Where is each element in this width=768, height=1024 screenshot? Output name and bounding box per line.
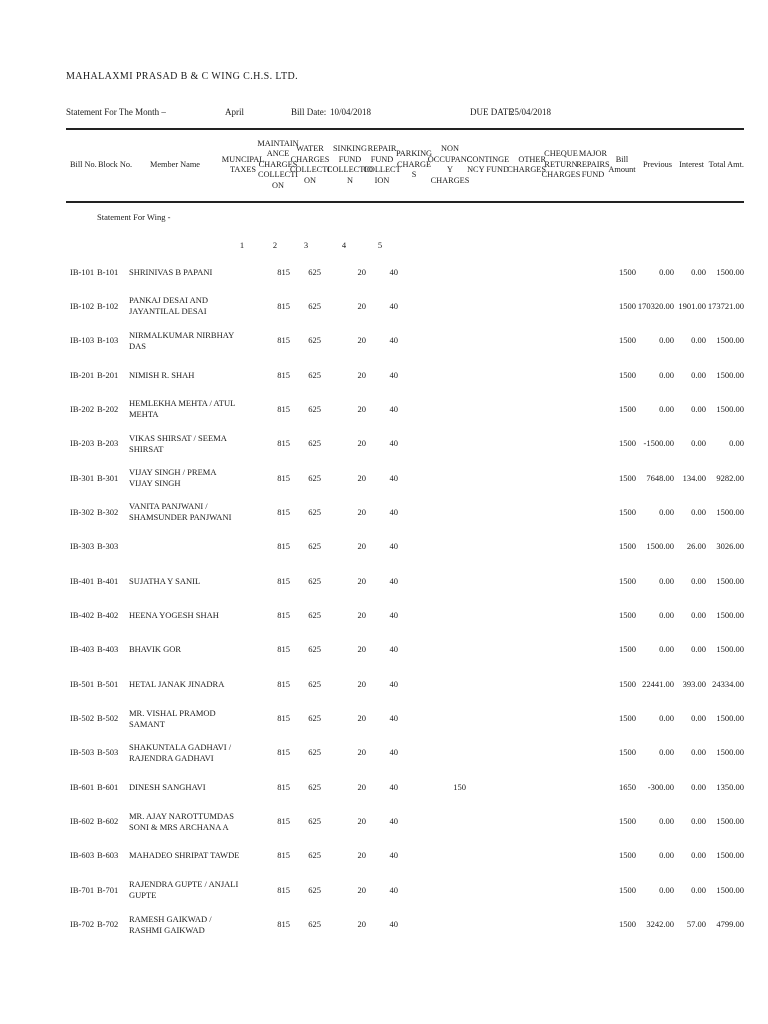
repair-fund-cell: 40 (389, 781, 398, 792)
bill-no-cell: IB-202 (70, 403, 95, 414)
water-charges-cell: 625 (308, 610, 321, 620)
water-charges-cell: 625 (308, 506, 321, 517)
col-header-interest: Interest (679, 159, 704, 169)
column-number: 5 (377, 240, 383, 250)
sinking-fund-cell: 20 (357, 610, 366, 620)
bill-no-cell: IB-501 (70, 678, 95, 689)
total-amt-cell: 9282.00 (716, 472, 744, 483)
due-date-label: DUE DATE (470, 107, 514, 117)
non-occupancy-cell (444, 702, 466, 736)
block-no-cell: B-602 (97, 816, 119, 827)
col-header-total-amt: Total Amt. (708, 159, 744, 169)
table-row (0, 564, 768, 598)
total-amt-cell: 1500.00 (716, 747, 744, 758)
interest-cell: 57.00 (686, 919, 706, 930)
col-header-non-occupancy: NON OCCUPANC Y CHARGES (427, 144, 473, 185)
water-charges-cell: 625 (308, 335, 321, 346)
previous-cell: 0.00 (659, 850, 674, 861)
block-no-cell: B-403 (97, 644, 119, 655)
maintenance-cell: 815 (277, 644, 290, 655)
total-amt-cell: 1500.00 (716, 884, 744, 895)
block-no-cell: B-101 (97, 266, 119, 277)
total-amt-cell: 173721.00 (707, 300, 744, 311)
total-amt-cell: 24334.00 (712, 678, 744, 689)
block-no-cell: B-203 (97, 438, 119, 449)
block-no-cell: B-503 (97, 747, 119, 758)
bill-no-cell: IB-402 (70, 610, 95, 620)
col-header-muncipal-taxes: MUNCIPAL TAXES (221, 154, 265, 174)
previous-cell: 170320.00 (637, 300, 674, 311)
bill-amount-cell: 1500 (619, 438, 636, 449)
total-amt-cell: 1500.00 (716, 610, 744, 620)
non-occupancy-cell (444, 392, 466, 426)
interest-cell: 0.00 (691, 816, 706, 827)
society-name: MAHALAXMI PRASAD B & C WING C.H.S. LTD. (66, 71, 299, 82)
repair-fund-cell: 40 (389, 541, 398, 552)
previous-cell: -1500.00 (643, 438, 674, 449)
sinking-fund-cell: 20 (357, 678, 366, 689)
table-row (0, 839, 768, 873)
water-charges-cell: 625 (308, 266, 321, 277)
maintenance-cell: 815 (277, 369, 290, 380)
table-row (0, 770, 768, 804)
sinking-fund-cell: 20 (357, 884, 366, 895)
repair-fund-cell: 40 (389, 747, 398, 758)
statement-month-label: Statement For The Month – (66, 107, 166, 117)
table-row (0, 324, 768, 358)
water-charges-cell: 625 (308, 472, 321, 483)
member-name-cell: VANITA PANJWANI / SHAMSUNDER PANJWANI (129, 501, 232, 523)
repair-fund-cell: 40 (389, 335, 398, 346)
member-name-cell: HETAL JANAK JINADRA (129, 678, 225, 689)
repair-fund-cell: 40 (389, 438, 398, 449)
previous-cell: 0.00 (659, 369, 674, 380)
block-no-cell: B-702 (97, 919, 119, 930)
maintenance-cell: 815 (277, 884, 290, 895)
block-no-cell: B-701 (97, 884, 119, 895)
table-row (0, 633, 768, 667)
bill-amount-cell: 1500 (619, 300, 636, 311)
block-no-cell: B-502 (97, 713, 119, 724)
non-occupancy-cell (444, 427, 466, 461)
non-occupancy-cell (444, 599, 466, 633)
column-number: 1 (239, 240, 245, 250)
sinking-fund-cell: 20 (357, 300, 366, 311)
repair-fund-cell: 40 (389, 610, 398, 620)
bill-amount-cell: 1500 (619, 541, 636, 552)
interest-cell: 0.00 (691, 506, 706, 517)
block-no-cell: B-601 (97, 781, 119, 792)
bill-no-cell: IB-601 (70, 781, 95, 792)
total-amt-cell: 1500.00 (716, 506, 744, 517)
block-no-cell: B-102 (97, 300, 119, 311)
repair-fund-cell: 40 (389, 266, 398, 277)
sinking-fund-cell: 20 (357, 644, 366, 655)
repair-fund-cell: 40 (389, 506, 398, 517)
block-no-cell: B-402 (97, 610, 119, 620)
table-row (0, 805, 768, 839)
interest-cell: 0.00 (691, 781, 706, 792)
table-row (0, 427, 768, 461)
member-name-cell: NIRMALKUMAR NIRBHAY DAS (129, 329, 234, 351)
block-no-cell: B-202 (97, 403, 119, 414)
bill-amount-cell: 1500 (619, 644, 636, 655)
block-no-cell: B-401 (97, 575, 119, 586)
water-charges-cell: 625 (308, 816, 321, 827)
water-charges-cell: 625 (308, 713, 321, 724)
sinking-fund-cell: 20 (357, 403, 366, 414)
previous-cell: 0.00 (659, 644, 674, 655)
previous-cell: 0.00 (659, 266, 674, 277)
table-row (0, 530, 768, 564)
bill-no-cell: IB-103 (70, 335, 95, 346)
total-amt-cell: 1500.00 (716, 403, 744, 414)
interest-cell: 0.00 (691, 335, 706, 346)
col-header-previous: Previous (642, 159, 672, 169)
sinking-fund-cell: 20 (357, 816, 366, 827)
statement-month: April (225, 107, 244, 117)
repair-fund-cell: 40 (389, 472, 398, 483)
non-occupancy-cell (444, 667, 466, 701)
water-charges-cell: 625 (308, 369, 321, 380)
bill-amount-cell: 1500 (619, 816, 636, 827)
table-row (0, 392, 768, 426)
col-header-member-name: Member Name (150, 159, 200, 169)
bill-amount-cell: 1500 (619, 850, 636, 861)
member-name-cell: SHAKUNTALA GADHAVI / RAJENDRA GADHAVI (129, 741, 232, 763)
bill-amount-cell: 1500 (619, 713, 636, 724)
maintenance-cell: 815 (277, 506, 290, 517)
non-occupancy-cell (444, 324, 466, 358)
total-amt-cell: 1500.00 (716, 369, 744, 380)
sinking-fund-cell: 20 (357, 781, 366, 792)
interest-cell: 0.00 (691, 644, 706, 655)
member-name-cell: SUJATHA Y SANIL (129, 575, 201, 586)
block-no-cell: B-301 (97, 472, 119, 483)
sinking-fund-cell: 20 (357, 747, 366, 758)
repair-fund-cell: 40 (389, 403, 398, 414)
member-name-cell: SHRINIVAS B PAPANI (129, 266, 213, 277)
table-row (0, 702, 768, 736)
previous-cell: 0.00 (659, 816, 674, 827)
sinking-fund-cell: 20 (357, 575, 366, 586)
maintenance-cell: 815 (277, 541, 290, 552)
maintenance-cell: 815 (277, 403, 290, 414)
maintenance-cell: 815 (277, 610, 290, 620)
bill-no-cell: IB-201 (70, 369, 95, 380)
water-charges-cell: 625 (308, 575, 321, 586)
previous-cell: 0.00 (659, 403, 674, 414)
member-name-cell: PANKAJ DESAI AND JAYANTILAL DESAI (129, 295, 209, 317)
table-row (0, 255, 768, 289)
previous-cell: 0.00 (659, 506, 674, 517)
bill-amount-cell: 1500 (619, 678, 636, 689)
maintenance-cell: 815 (277, 678, 290, 689)
total-amt-cell: 1500.00 (716, 575, 744, 586)
non-occupancy-cell (444, 564, 466, 598)
interest-cell: 0.00 (691, 369, 706, 380)
water-charges-cell: 625 (308, 438, 321, 449)
bill-date: 10/04/2018 (330, 107, 372, 117)
maintenance-cell: 815 (277, 472, 290, 483)
sinking-fund-cell: 20 (357, 850, 366, 861)
maintenance-cell: 815 (277, 850, 290, 861)
total-amt-cell: 1500.00 (716, 644, 744, 655)
maintenance-cell: 815 (277, 300, 290, 311)
col-header-maintenance: MAINTAIN ANCE CHARGES COLLECTI ON (257, 138, 299, 190)
non-occupancy-cell (444, 805, 466, 839)
non-occupancy-cell (444, 358, 466, 392)
repair-fund-cell: 40 (389, 300, 398, 311)
col-header-block-no: Block No. (98, 159, 133, 169)
non-occupancy-cell (444, 839, 466, 873)
previous-cell: 7648.00 (646, 472, 674, 483)
repair-fund-cell: 40 (389, 678, 398, 689)
bill-amount-cell: 1500 (619, 575, 636, 586)
non-occupancy-cell (444, 289, 466, 323)
bill-amount-cell: 1500 (619, 403, 636, 414)
previous-cell: 0.00 (659, 713, 674, 724)
interest-cell: 0.00 (691, 438, 706, 449)
sinking-fund-cell: 20 (357, 266, 366, 277)
previous-cell: 1500.00 (646, 541, 674, 552)
repair-fund-cell: 40 (389, 369, 398, 380)
water-charges-cell: 625 (308, 300, 321, 311)
block-no-cell: B-603 (97, 850, 119, 861)
water-charges-cell: 625 (308, 403, 321, 414)
member-name-cell: RAMESH GAIKWAD / RASHMI GAIKWAD (129, 913, 212, 935)
bill-amount-cell: 1500 (619, 335, 636, 346)
water-charges-cell: 625 (308, 644, 321, 655)
interest-cell: 0.00 (691, 884, 706, 895)
non-occupancy-cell: 150 (453, 781, 466, 792)
bill-amount-cell: 1650 (619, 781, 636, 792)
bill-no-cell: IB-303 (70, 541, 95, 552)
member-name-cell: VIKAS SHIRSAT / SEEMA SHIRSAT (129, 432, 227, 454)
member-name-cell: DINESH SANGHAVI (129, 781, 206, 792)
sinking-fund-cell: 20 (357, 369, 366, 380)
total-amt-cell: 1500.00 (716, 335, 744, 346)
table-row (0, 667, 768, 701)
bill-amount-cell: 1500 (619, 747, 636, 758)
block-no-cell: B-201 (97, 369, 119, 380)
sinking-fund-cell: 20 (357, 919, 366, 930)
interest-cell: 0.00 (691, 575, 706, 586)
bill-no-cell: IB-503 (70, 747, 95, 758)
total-amt-cell: 1500.00 (716, 713, 744, 724)
due-date: 25/04/2018 (510, 107, 552, 117)
bill-no-cell: IB-502 (70, 713, 95, 724)
sinking-fund-cell: 20 (357, 506, 366, 517)
member-name-cell: NIMISH R. SHAH (129, 369, 195, 380)
bill-date-label: Bill Date: (291, 107, 327, 117)
interest-cell: 26.00 (686, 541, 706, 552)
maintenance-cell: 815 (277, 575, 290, 586)
table-row (0, 495, 768, 529)
bill-amount-cell: 1500 (619, 369, 636, 380)
col-header-cheque-return: CHEQUE RETURN CHARGES (541, 149, 581, 180)
water-charges-cell: 625 (308, 850, 321, 861)
bill-amount-cell: 1500 (619, 919, 636, 930)
header-rule-bottom (66, 201, 744, 203)
non-occupancy-cell (444, 530, 466, 564)
non-occupancy-cell (444, 255, 466, 289)
maintenance-cell: 815 (277, 438, 290, 449)
member-name-cell: MR. VISHAL PRAMOD SAMANT (129, 707, 216, 729)
table-row (0, 736, 768, 770)
previous-cell: 0.00 (659, 610, 674, 620)
interest-cell: 393.00 (682, 678, 706, 689)
bill-amount-cell: 1500 (619, 884, 636, 895)
maintenance-cell: 815 (277, 781, 290, 792)
col-header-parking: PARKING CHARGE S (395, 149, 433, 180)
sinking-fund-cell: 20 (357, 472, 366, 483)
repair-fund-cell: 40 (389, 816, 398, 827)
bill-no-cell: IB-301 (70, 472, 95, 483)
water-charges-cell: 625 (308, 678, 321, 689)
non-occupancy-cell (444, 736, 466, 770)
bill-amount-cell: 1500 (619, 266, 636, 277)
bill-no-cell: IB-101 (70, 266, 95, 277)
wing-label: Statement For Wing - (97, 212, 171, 222)
col-header-water: WATER CHARGES COLLECTI ON (289, 144, 331, 185)
member-name-cell: BHAVIK GOR (129, 644, 182, 655)
bill-no-cell: IB-403 (70, 644, 95, 655)
total-amt-cell: 1500.00 (716, 850, 744, 861)
previous-cell: 0.00 (659, 747, 674, 758)
interest-cell: 0.00 (691, 610, 706, 620)
maintenance-cell: 815 (277, 713, 290, 724)
bill-no-cell: IB-401 (70, 575, 95, 586)
interest-cell: 0.00 (691, 266, 706, 277)
water-charges-cell: 625 (308, 541, 321, 552)
previous-cell: 0.00 (659, 575, 674, 586)
block-no-cell: B-303 (97, 541, 119, 552)
water-charges-cell: 625 (308, 747, 321, 758)
bill-no-cell: IB-102 (70, 300, 95, 311)
interest-cell: 134.00 (682, 472, 706, 483)
total-amt-cell: 4799.00 (716, 919, 744, 930)
previous-cell: 0.00 (659, 884, 674, 895)
table-row (0, 289, 768, 323)
member-name-cell: HEMLEKHA MEHTA / ATUL MEHTA (129, 398, 235, 420)
bill-no-cell: IB-203 (70, 438, 95, 449)
previous-cell: 3242.00 (646, 919, 674, 930)
repair-fund-cell: 40 (389, 644, 398, 655)
water-charges-cell: 625 (308, 781, 321, 792)
col-header-repair: REPAIR FUND COLLECT ION (363, 144, 401, 185)
table-row (0, 908, 768, 942)
col-header-bill-amount: Bill Amount (608, 154, 636, 174)
bill-no-cell: IB-702 (70, 919, 95, 930)
non-occupancy-cell (444, 495, 466, 529)
repair-fund-cell: 40 (389, 850, 398, 861)
member-name-cell: HEENA YOGESH SHAH (129, 610, 219, 620)
total-amt-cell: 1500.00 (716, 266, 744, 277)
col-header-contingency: CONTINGE NCY FUND (466, 154, 510, 174)
repair-fund-cell: 40 (389, 575, 398, 586)
table-row (0, 873, 768, 907)
repair-fund-cell: 40 (389, 919, 398, 930)
sinking-fund-cell: 20 (357, 541, 366, 552)
interest-cell: 0.00 (691, 403, 706, 414)
bill-no-cell: IB-602 (70, 816, 95, 827)
interest-cell: 1901.00 (678, 300, 706, 311)
member-name-cell: RAJENDRA GUPTE / ANJALI GUPTE (129, 879, 239, 901)
interest-cell: 0.00 (691, 713, 706, 724)
non-occupancy-cell (444, 873, 466, 907)
total-amt-cell: 1500.00 (716, 816, 744, 827)
non-occupancy-cell (444, 461, 466, 495)
col-header-other-charges: OTHER CHARGES (507, 154, 546, 174)
total-amt-cell: 3026.00 (716, 541, 744, 552)
bill-amount-cell: 1500 (619, 472, 636, 483)
member-name-cell (129, 530, 241, 564)
interest-cell: 0.00 (691, 850, 706, 861)
member-name-cell: MR. AJAY NAROTTUMDAS SONI & MRS ARCHANA A (129, 810, 234, 832)
bill-no-cell: IB-701 (70, 884, 95, 895)
member-name-cell: MAHADEO SHRIPAT TAWDE (129, 850, 240, 861)
column-number: 2 (272, 240, 278, 250)
bill-amount-cell: 1500 (619, 610, 636, 620)
previous-cell: 22441.00 (642, 678, 674, 689)
water-charges-cell: 625 (308, 884, 321, 895)
previous-cell: -300.00 (647, 781, 674, 792)
non-occupancy-cell (444, 908, 466, 942)
maintenance-cell: 815 (277, 919, 290, 930)
maintenance-cell: 815 (277, 747, 290, 758)
table-row (0, 599, 768, 633)
water-charges-cell: 625 (308, 919, 321, 930)
bill-amount-cell: 1500 (619, 506, 636, 517)
total-amt-cell: 1350.00 (716, 781, 744, 792)
block-no-cell: B-302 (97, 506, 119, 517)
previous-cell: 0.00 (659, 335, 674, 346)
bill-no-cell: IB-302 (70, 506, 95, 517)
col-header-sinking: SINKING FUND COLLECTIO N (326, 144, 374, 185)
maintenance-cell: 815 (277, 266, 290, 277)
non-occupancy-cell (444, 633, 466, 667)
sinking-fund-cell: 20 (357, 438, 366, 449)
repair-fund-cell: 40 (389, 713, 398, 724)
block-no-cell: B-501 (97, 678, 119, 689)
column-number: 3 (303, 240, 309, 250)
total-amt-cell: 0.00 (729, 438, 744, 449)
sinking-fund-cell: 20 (357, 713, 366, 724)
bill-no-cell: IB-603 (70, 850, 95, 861)
column-number: 4 (341, 240, 347, 250)
repair-fund-cell: 40 (389, 884, 398, 895)
col-header-bill-no: Bill No. (70, 159, 97, 169)
interest-cell: 0.00 (691, 747, 706, 758)
maintenance-cell: 815 (277, 816, 290, 827)
sinking-fund-cell: 20 (357, 335, 366, 346)
maintenance-cell: 815 (277, 335, 290, 346)
table-row (0, 461, 768, 495)
col-header-major-repairs: MAJOR REPAIRS FUND (576, 149, 610, 180)
block-no-cell: B-103 (97, 335, 119, 346)
member-name-cell: VIJAY SINGH / PREMA VIJAY SINGH (129, 467, 216, 489)
table-row (0, 358, 768, 392)
